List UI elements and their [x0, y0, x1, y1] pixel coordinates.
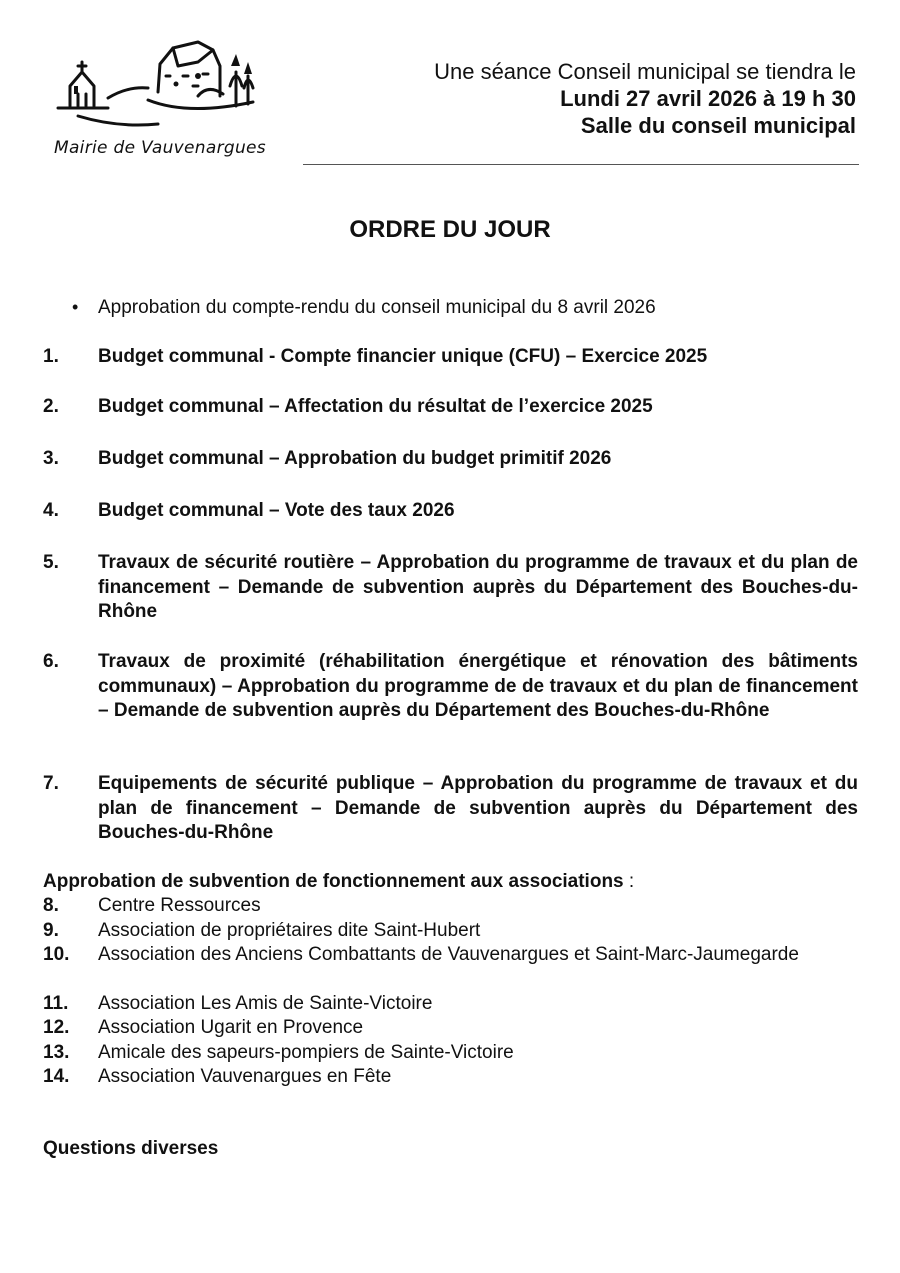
agenda-item-text: Budget communal – Vote des taux 2026 — [98, 500, 455, 521]
associations-heading — [43, 870, 634, 895]
association-number: 9. — [43, 920, 59, 941]
associations-heading-colon: : — [623, 871, 635, 892]
association-item-8 — [43, 894, 858, 919]
questions-diverses: Questions diverses — [43, 1138, 219, 1159]
page-title: ORDRE DU JOUR — [349, 216, 551, 243]
association-number: 8. — [43, 895, 59, 916]
agenda-item-5 — [43, 551, 858, 625]
agenda-item-number: 5. — [43, 552, 59, 573]
header-line-date: Lundi 27 avril 2026 à 19 h 30 — [560, 86, 856, 111]
agenda-item-number: 4. — [43, 500, 59, 521]
agenda-item-3 — [43, 447, 858, 472]
mairie-logo — [40, 36, 290, 168]
association-text: Centre Ressources — [98, 895, 261, 916]
agenda-item-number: 3. — [43, 448, 59, 469]
agenda-item-text: Budget communal – Approbation du budget primitif 2026 — [98, 448, 612, 469]
agenda-item-number: 2. — [43, 396, 59, 417]
agenda-item-number: 6. — [43, 651, 59, 672]
logo-text: Mairie de Vauvenargues — [54, 138, 266, 158]
associations-heading-text: Approbation de subvention de fonctionnement aux associations — [43, 871, 624, 892]
agenda-item-1 — [43, 345, 858, 370]
bullet-item — [72, 297, 656, 319]
agenda-item-number: 7. — [43, 773, 59, 794]
association-item-10 — [43, 943, 858, 968]
agenda-item-2 — [43, 395, 858, 420]
bullet-dot-icon: • — [72, 297, 79, 317]
header-line-intro: Une séance Conseil municipal se tiendra le — [434, 59, 856, 84]
association-text: Association de propriétaires dite Saint-Hubert — [98, 920, 481, 941]
agenda-item-text: Budget communal – Affectation du résultat de l’exercice 2025 — [98, 396, 653, 417]
agenda-item-4 — [43, 499, 858, 524]
association-number: 14. — [43, 1066, 70, 1087]
header-divider — [303, 164, 859, 165]
agenda-item-number: 1. — [43, 346, 59, 367]
agenda-item-text: Budget communal - Compte financier unique (CFU) – Exercice 2025 — [98, 346, 708, 367]
agenda-item-text: Equipements de sécurité publique – Approbation du programme de travaux et du plan de financement – Demande de subvention auprès du Département des Bouches-du-Rhône — [98, 773, 858, 843]
association-item-12 — [43, 1016, 858, 1041]
agenda-item-7 — [43, 772, 858, 846]
association-number: 12. — [43, 1017, 70, 1038]
association-text: Association Ugarit en Provence — [98, 1017, 364, 1038]
bullet-text: Approbation du compte-rendu du conseil municipal du 8 avril 2026 — [98, 297, 656, 318]
association-item-9 — [43, 919, 858, 944]
association-number: 11. — [43, 993, 69, 1014]
association-item-13 — [43, 1041, 858, 1066]
association-text: Association Vauvenargues en Fête — [98, 1066, 392, 1087]
association-item-14 — [43, 1065, 858, 1090]
association-text: Association des Anciens Combattants de Vauvenargues et Saint-Marc-Jaumegarde — [98, 944, 799, 965]
meeting-header — [434, 58, 856, 139]
header-line-location: Salle du conseil municipal — [580, 113, 856, 138]
association-number: 10. — [43, 944, 70, 965]
association-text: Amicale des sapeurs-pompiers de Sainte-Victoire — [98, 1042, 514, 1063]
agenda-item-text: Travaux de sécurité routière – Approbation du programme de travaux et du plan de financement – Demande de subvention auprès du Département des Bouches-du-Rhône — [98, 552, 858, 622]
agenda-item-6 — [43, 650, 858, 724]
association-number: 13. — [43, 1042, 70, 1063]
agenda-item-text: Travaux de proximité (réhabilitation énergétique et rénovation des bâtiments communaux) – Approbation du programme de de travaux et du plan de financement – Demande de subvention auprès du Département des Bouches-du-Rhône — [98, 651, 858, 721]
village-drawing-icon — [48, 36, 288, 136]
association-text: Association Les Amis de Sainte-Victoire — [98, 993, 433, 1014]
association-item-11 — [43, 992, 858, 1017]
